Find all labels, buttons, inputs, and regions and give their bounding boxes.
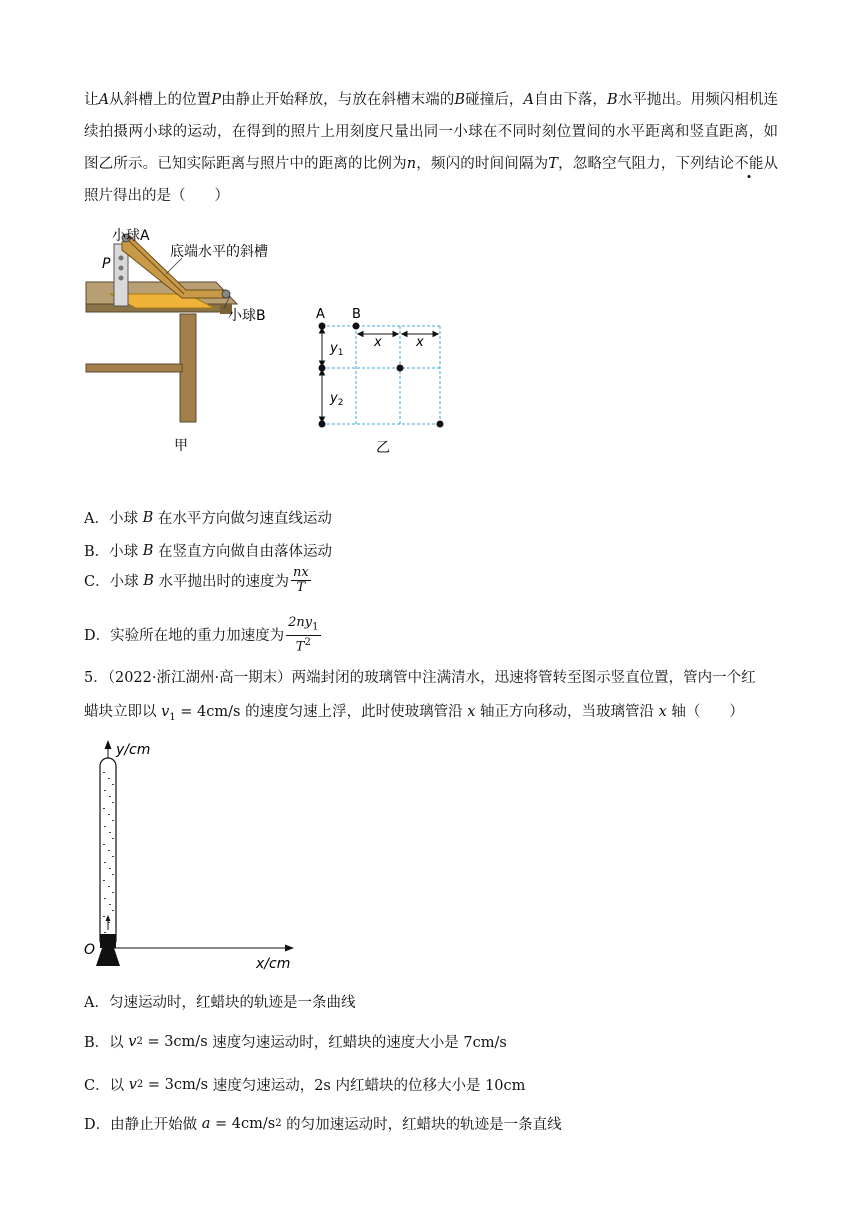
y-axis-label: y/cm	[116, 742, 151, 758]
q4-option-d[interactable]: D．实验所在地的重力加速度为 $\frac{2ny_1}{T^2}$	[84, 615, 319, 654]
q5-option-d[interactable]: D．由静止开始做 a = 4cm/s 2 的匀加速运动时，红蜡块的轨迹是一条直线	[84, 1115, 562, 1133]
figure-yi	[306, 304, 456, 456]
label-y1: $y_1$	[330, 341, 344, 358]
q4-option-b[interactable]: B．小球 B 在竖直方向做自由落体运动	[84, 542, 333, 560]
q5-stem-line2: 蜡块立即以 $v_1 = 4cm/s$ 的速度匀速上浮，此时使玻璃管沿 x 轴正方向移动，当玻璃管沿 x 轴（ ）	[84, 704, 744, 723]
dot-a-2	[319, 365, 326, 372]
emphasis-not: 不能	[734, 156, 764, 172]
dot-b-3	[437, 421, 444, 428]
dot-a-1	[319, 323, 326, 330]
figure-jia	[82, 222, 282, 462]
x-axis-label: x/cm	[256, 956, 291, 972]
dot-a-3	[319, 421, 326, 428]
q4-option-c[interactable]: C．小球 B 水平抛出时的速度为 $\frac{nx}{T}$	[84, 565, 309, 595]
dot-b-2	[397, 365, 404, 372]
figure-glass-tube	[80, 732, 310, 982]
caption-yi: 乙	[376, 440, 390, 456]
q4-option-a[interactable]: A．小球 B 在水平方向做匀速直线运动	[84, 509, 332, 527]
q5-option-a[interactable]: A．匀速运动时，红蜡块的轨迹是一条曲线	[84, 995, 356, 1011]
q5-stem-line1: 5．（2022·浙江湖州·高一期末）两端封闭的玻璃管中注满清水，迅速将管转至图示竖直位置，管内一个红	[84, 670, 756, 686]
label-b: B	[352, 307, 361, 322]
fraction-nx-over-t: $\frac{nx}{T}$	[292, 565, 309, 595]
label-p: P	[102, 256, 111, 272]
fraction-2ny1-over-t2: $\frac{2ny_1}{T^2}$	[288, 615, 319, 654]
label-chute: 底端水平的斜槽	[170, 244, 268, 260]
label-y2: $y_2$	[330, 391, 344, 408]
origin-label: O	[84, 942, 96, 958]
q5-option-c[interactable]: C．以 v 2 = 3cm/s 速度匀速运动，2s 内红蜡块的位移大小是 10cm	[84, 1076, 526, 1094]
label-ball-b: 小球B	[228, 308, 266, 324]
label-x2: x	[416, 335, 424, 350]
caption-jia: 甲	[174, 438, 188, 454]
dot-b-1	[353, 323, 360, 330]
label-x1: x	[374, 335, 382, 350]
label-a: A	[316, 307, 325, 322]
q5-option-b[interactable]: B．以 v 2 = 3cm/s 速度匀速运动时，红蜡块的速度大小是 7cm/s	[84, 1033, 507, 1051]
label-ball-a: 小球A	[112, 228, 150, 244]
q4-stem: 让A从斜槽上的位置P由静止开始释放，与放在斜槽末端的B碰撞后，A自由下落，B水平抛出。用频闪相机连续拍摄两小球的运动，在得到的照片上用刻度尺量出同一小球在不同时刻位置间的水平距离和竖直距离，如图乙所示。已知实际距离与照片中的距离的比例为n，频闪的时间间隔为T，忽略空气阻力，下列结论不能从照片得出的是（ ）	[84, 92, 779, 204]
